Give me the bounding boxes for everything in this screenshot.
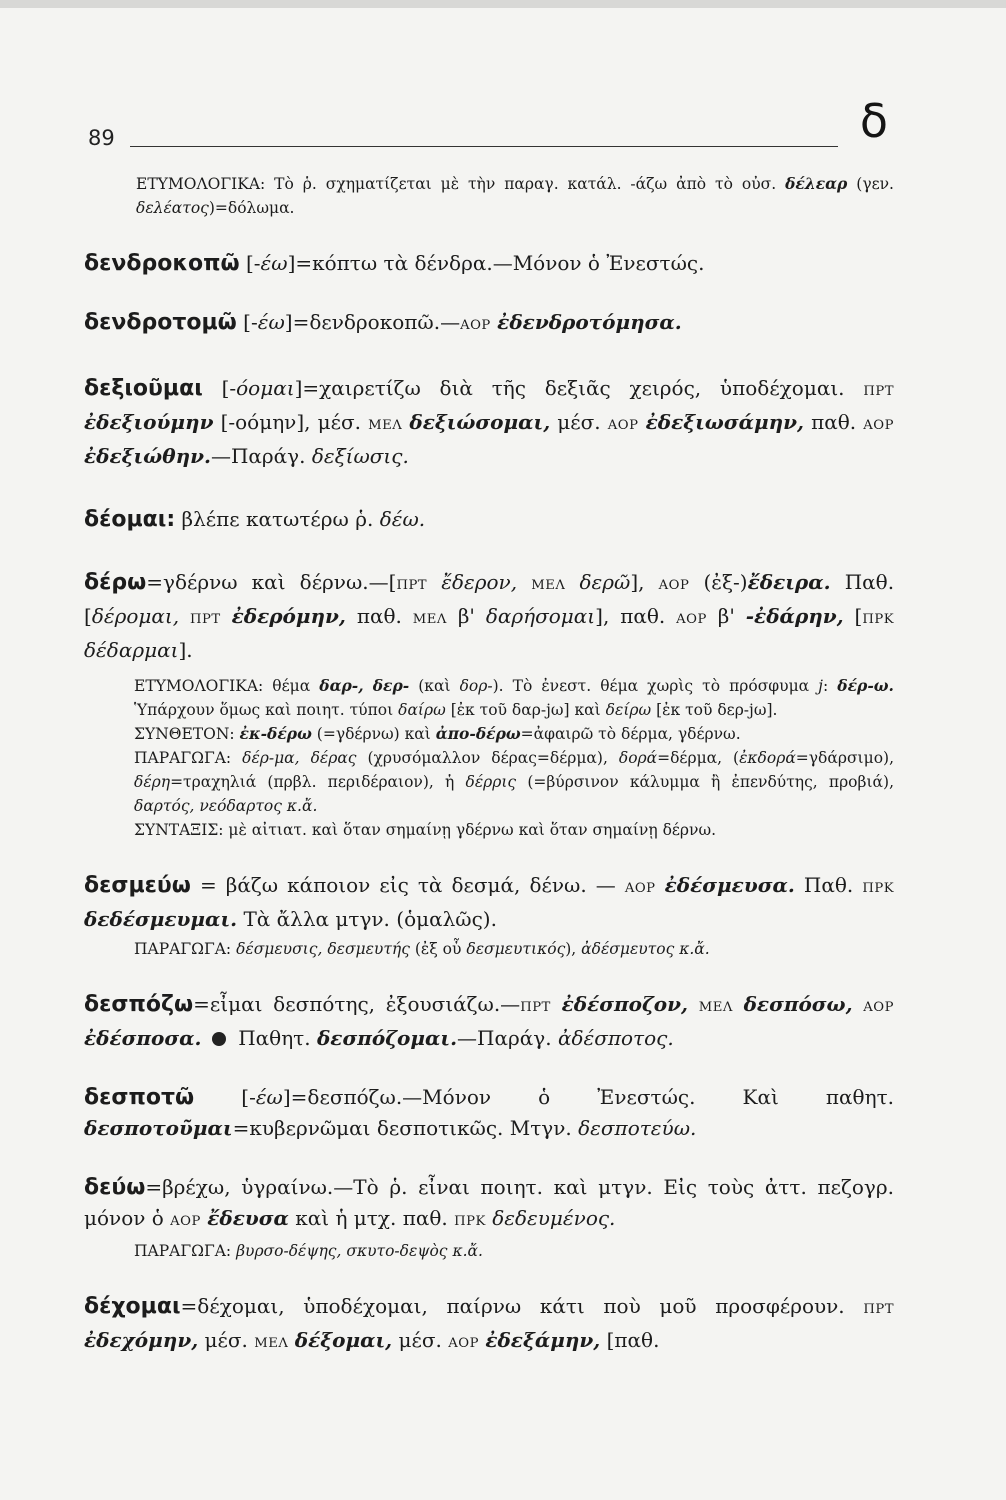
tense-label: ΠΡΤ: [396, 578, 428, 593]
entry-text: μέσ.: [398, 1328, 442, 1352]
derivatives-label: ΠΑΡΑΓΩΓΑ:: [134, 1242, 232, 1260]
tense-label: ΠΡΚ: [862, 612, 895, 627]
entry-text: = βάζω κάποιον εἰς τὰ δεσμά, δένω. —: [199, 873, 616, 897]
entry-form: δεδέσμευμαι.: [84, 907, 238, 931]
entry-text: [: [854, 604, 863, 628]
entry-dendrotomo: [84, 307, 894, 341]
entry-text: —Παράγ.: [210, 444, 306, 468]
entry-form: ἔδειρα.: [747, 570, 831, 594]
syntax-note: [84, 818, 894, 842]
entry-form: δεσποτοῦμαι: [84, 1116, 233, 1140]
etymology-form: j: [818, 677, 823, 695]
syntax-text: ΣΥΝΤΑΞΙΣ: μὲ αἰτιατ. καὶ ὅταν σημαίνῃ γδέρνω καὶ ὅταν σημαίνῃ δέρνω.: [134, 821, 717, 839]
derivative-form: δέρας: [310, 749, 357, 767]
entry-text: (ἐξ-): [703, 570, 748, 594]
etymology-text: Ὑπάρχουν ὅμως καὶ ποιητ. τύποι: [134, 701, 394, 719]
entry-dendrokopo: [84, 248, 894, 279]
entry-form: δεξίωσις.: [311, 444, 409, 468]
entry-form: δέρομαι,: [91, 604, 180, 628]
tense-label: ΑΟΡ: [607, 418, 639, 433]
derivative-form: δέσμευσις,: [236, 940, 323, 958]
entry-form: ἐδεξάμην,: [485, 1328, 601, 1352]
entry-text: ]=κόπτω τὰ δένδρα.—Μόνον ὁ Ἐνεστώς.: [287, 251, 705, 275]
derivatives-text: κ.ἄ.: [286, 797, 318, 815]
derivative-form: σκυτο-δεψὸς: [346, 1242, 448, 1260]
entry-form: ἔδερον,: [441, 570, 518, 594]
entry-form: δεξιώσομαι,: [409, 410, 551, 434]
derivative-form: δέρρις: [465, 773, 517, 791]
entry-form: ἐδεξιούμην: [84, 410, 214, 434]
compound-form: ἐκ-δέρω: [239, 724, 312, 743]
entry-text: [παθ.: [606, 1328, 660, 1352]
entry-desmeuo: [84, 870, 894, 935]
etymology-text: :: [822, 677, 829, 695]
tense-label: ΜΕΛ: [698, 1000, 733, 1015]
compound-label: ΣΥΝΘΕΤΟΝ:: [134, 725, 235, 743]
etymology-text: [ἐκ τοῦ δαρ-jω] καὶ: [450, 701, 601, 719]
bullet-dot-icon: [212, 1032, 226, 1046]
entry-form: δεσπόζομαι.: [316, 1026, 458, 1050]
etymology-form: δαρ-,: [319, 676, 364, 695]
page-body: [84, 172, 894, 1359]
etymology-form: δορ-: [459, 677, 493, 695]
compound-note: [84, 722, 894, 746]
entry-dechomai: [84, 1291, 894, 1359]
etymology-note: [84, 172, 894, 220]
entry-form: δέδαρμαι: [84, 638, 179, 662]
entry-text: =δέχομαι, ὑποδέχομαι, παίρνω κάτι ποὺ μοῦ προσφέρουν.: [180, 1294, 845, 1318]
entry-form: δέω.: [379, 507, 426, 531]
entry-dexioumai: [84, 373, 894, 472]
entry-form: δεσπόσω,: [743, 992, 853, 1016]
entry-text: ]=χαιρετίζω διὰ τῆς δεξιᾶς χειρός, ὑποδέχομαι.: [294, 376, 845, 400]
derivatives-text: =τραχηλιά (πρβλ. περιδέραιον), ἡ: [170, 773, 455, 791]
etymology-form: δείρω: [605, 701, 652, 719]
entry-form: -ἐδάρην,: [745, 604, 844, 628]
tense-label: ΑΟΡ: [863, 1000, 894, 1015]
etymology-text: (καὶ: [418, 677, 451, 695]
etymology-text: [ἐκ τοῦ δερ-jω].: [656, 701, 778, 719]
derivative-form: ἀδέσμευτος: [581, 940, 675, 958]
derivatives-note: [84, 746, 894, 818]
entry-text: Παθ.: [803, 873, 854, 897]
entry-form: ἐδέσποσα.: [84, 1026, 202, 1050]
headword: δέρω: [84, 570, 147, 595]
etymology-text: ΕΤΥΜΟΛΟΓΙΚΑ: Τὸ ῥ. σχηματίζεται μὲ τὴν παραγ. κατάλ. -άζω ἀπὸ τὸ οὐσ.: [136, 175, 777, 193]
etymology-form: δέρ-ω.: [837, 676, 894, 695]
entry-text: ], παθ.: [595, 604, 666, 628]
derivatives-note: [84, 1239, 894, 1263]
tense-label: ΠΡΚ: [862, 881, 895, 896]
entry-text: [-: [221, 376, 237, 400]
entry-text: β': [457, 604, 475, 628]
entry-deuo: [84, 1172, 894, 1237]
etymology-form: δελέατος: [136, 199, 209, 217]
entry-text: =γδέρνω καὶ δέρνω.—[: [146, 570, 397, 594]
entry-text: =εἶμαι δεσπότης, ἐξουσιάζω.—: [193, 992, 521, 1016]
entry-despoto: [84, 1082, 894, 1144]
tense-label: ΜΕΛ: [254, 1336, 289, 1351]
derivatives-text: κ.ἄ.: [679, 940, 710, 958]
tense-label: ΑΟΡ: [863, 418, 894, 433]
tense-label: ΑΟΡ: [624, 881, 656, 896]
entry-text: =βρέχω, ὑγραίνω.—Τὸ ῥ. εἶναι ποιητ. καὶ μτγν. Εἰς τοὺς ἀττ. πεζογρ. μόνον ὁ: [84, 1175, 894, 1230]
tense-label: ΑΟΡ: [448, 1336, 479, 1351]
entry-text: μέσ.: [204, 1328, 248, 1352]
derivatives-text: ),: [565, 940, 577, 958]
derivative-form: δέρ-μα,: [242, 749, 300, 767]
derivatives-text: =γδάρσιμο),: [795, 749, 894, 767]
tense-label: ΠΡΤ: [863, 1302, 894, 1317]
entry-form: ἀδέσποτος.: [557, 1026, 674, 1050]
etymology-text: ). Τὸ ἐνεστ. θέμα χωρὶς τὸ πρόσφυμα: [492, 677, 810, 695]
etymology-text: (γεν.: [856, 175, 894, 193]
entry-text: Παθ. [: [84, 570, 895, 628]
entry-form: ἔδευσα: [207, 1206, 289, 1230]
entry-text: —Παράγ.: [457, 1026, 552, 1050]
entry-text: μέσ.: [557, 410, 601, 434]
entry-despozo: [84, 989, 894, 1054]
entry-form: ἐδερόμην,: [231, 604, 346, 628]
entry-form: έω: [257, 310, 285, 334]
headword: δενδροτομῶ: [84, 310, 237, 335]
derivatives-label: ΠΑΡΑΓΩΓΑ:: [134, 749, 232, 767]
compound-text: =ἀφαιρῶ τὸ δέρμα, γδέρνω.: [520, 725, 741, 743]
headword: δενδροκοπῶ: [84, 251, 240, 276]
derivatives-text: (χρυσόμαλλον δέρας=δέρμα),: [367, 749, 608, 767]
entry-form: έω: [260, 251, 288, 275]
entry-text: =κυβερνῶμαι δεσποτικῶς. Μτγν.: [232, 1116, 572, 1140]
tense-label: ΠΡΚ: [454, 1214, 486, 1229]
etymology-form: δαίρω: [398, 701, 446, 719]
compound-form: ἀπο-δέρω: [435, 724, 521, 743]
entry-text: βλέπε κατωτέρω ῥ.: [181, 507, 374, 531]
entry-form: ἐδεξιώθην.: [84, 444, 211, 468]
entry-text: ],: [630, 570, 645, 594]
header-rule: [130, 146, 838, 147]
headword: δέχομαι: [84, 1294, 181, 1319]
etymology-text: )=δόλωμα.: [208, 199, 295, 217]
entry-text: [-: [243, 310, 258, 334]
derivative-form: δαρτός,: [134, 797, 195, 815]
derivatives-text: (ἐξ οὗ: [414, 940, 462, 958]
entry-text: Τὰ ἄλλα μτγν. (ὁμαλῶς).: [243, 907, 497, 931]
tense-label: ΜΕΛ: [531, 578, 566, 593]
entry-text: [-οόμην], μέσ.: [220, 410, 361, 434]
etymology-text: ΕΤΥΜΟΛΟΓΙΚΑ: θέμα: [134, 677, 311, 695]
derivative-form: νεόδαρτος: [199, 797, 282, 815]
tense-label: ΜΕΛ: [412, 612, 447, 627]
entry-text: ].: [178, 638, 193, 662]
derivatives-note: [84, 937, 894, 961]
headword: δεσμεύω: [84, 873, 191, 898]
entry-text: ]=δεσπόζω.—Μόνον ὁ Ἐνεστώς. Καὶ παθητ.: [282, 1085, 895, 1109]
entry-form: ἐδεχόμην,: [84, 1328, 199, 1352]
page-header: [88, 96, 888, 156]
entry-form: δερῶ: [579, 570, 631, 594]
entry-form: ἐδενδροτόμησα.: [497, 310, 682, 334]
page-number: 89: [88, 126, 115, 150]
entry-text: β': [717, 604, 735, 628]
derivatives-text: κ.ἄ.: [452, 1242, 483, 1260]
entry-text: [-: [241, 1085, 256, 1109]
derivatives-text: =δέρμα, (: [657, 749, 740, 767]
scan-top-edge: [0, 0, 1006, 8]
etymology-note: [84, 674, 894, 722]
derivative-form: δέρη: [134, 773, 171, 791]
tense-label: ΜΕΛ: [368, 418, 403, 433]
tense-label: ΠΡΤ: [863, 384, 894, 399]
tense-label: ΠΡΤ: [520, 1000, 551, 1015]
tense-label: ΑΟΡ: [460, 318, 491, 333]
derivative-form: δορά: [618, 749, 658, 767]
entry-text: παθ.: [356, 604, 402, 628]
derivatives-label: ΠΑΡΑΓΩΓΑ:: [134, 940, 232, 958]
headword: δέομαι:: [84, 507, 176, 532]
entry-text: καὶ ἡ μτχ. παθ.: [295, 1206, 448, 1230]
entry-form: έω: [255, 1085, 283, 1109]
entry-form: δεσποτεύω.: [578, 1116, 697, 1140]
entry-form: ἐδέσποζον,: [561, 992, 688, 1016]
derivative-form: ἐκδορά: [739, 749, 796, 767]
entry-form: δέξομαι,: [294, 1328, 393, 1352]
entry-text: [-: [245, 251, 261, 275]
entry-form: όομαι: [236, 376, 295, 400]
derivative-form: δεσμευτικός: [466, 940, 566, 958]
entry-dero: [84, 567, 894, 666]
entry-form: δαρήσομαι: [485, 604, 596, 628]
tense-label: ΑΟΡ: [676, 612, 707, 627]
etymology-form: δέλεαρ: [785, 174, 848, 193]
entry-text: Παθητ.: [238, 1026, 311, 1050]
entry-text: παθ.: [811, 410, 857, 434]
headword: δεύω: [84, 1175, 146, 1200]
derivative-form: δεσμευτής: [327, 940, 410, 958]
tense-label: ΠΡΤ: [190, 612, 221, 627]
headword: δεσπόζω: [84, 992, 194, 1017]
derivative-form: βυρσο-δέψης,: [236, 1242, 342, 1260]
entry-form: ἐδέσμευσα.: [664, 873, 795, 897]
entry-form: ἐδεξιωσάμην,: [645, 410, 804, 434]
etymology-form: δερ-: [372, 676, 410, 695]
entry-deomai: [84, 504, 894, 535]
entry-text: ]=δενδροκοπῶ.—: [284, 310, 461, 334]
entry-form: δεδευμένος.: [492, 1206, 616, 1230]
derivatives-text: (=βύρσινον κάλυμμα ἢ ἐπενδύτης, προβιά),: [527, 773, 894, 791]
section-letter: δ: [859, 94, 888, 148]
tense-label: ΑΟΡ: [658, 578, 690, 593]
compound-text: (=γδέρνω) καὶ: [316, 725, 431, 743]
headword: δεξιοῦμαι: [84, 376, 203, 401]
headword: δεσποτῶ: [84, 1085, 195, 1110]
tense-label: ΑΟΡ: [170, 1214, 201, 1229]
